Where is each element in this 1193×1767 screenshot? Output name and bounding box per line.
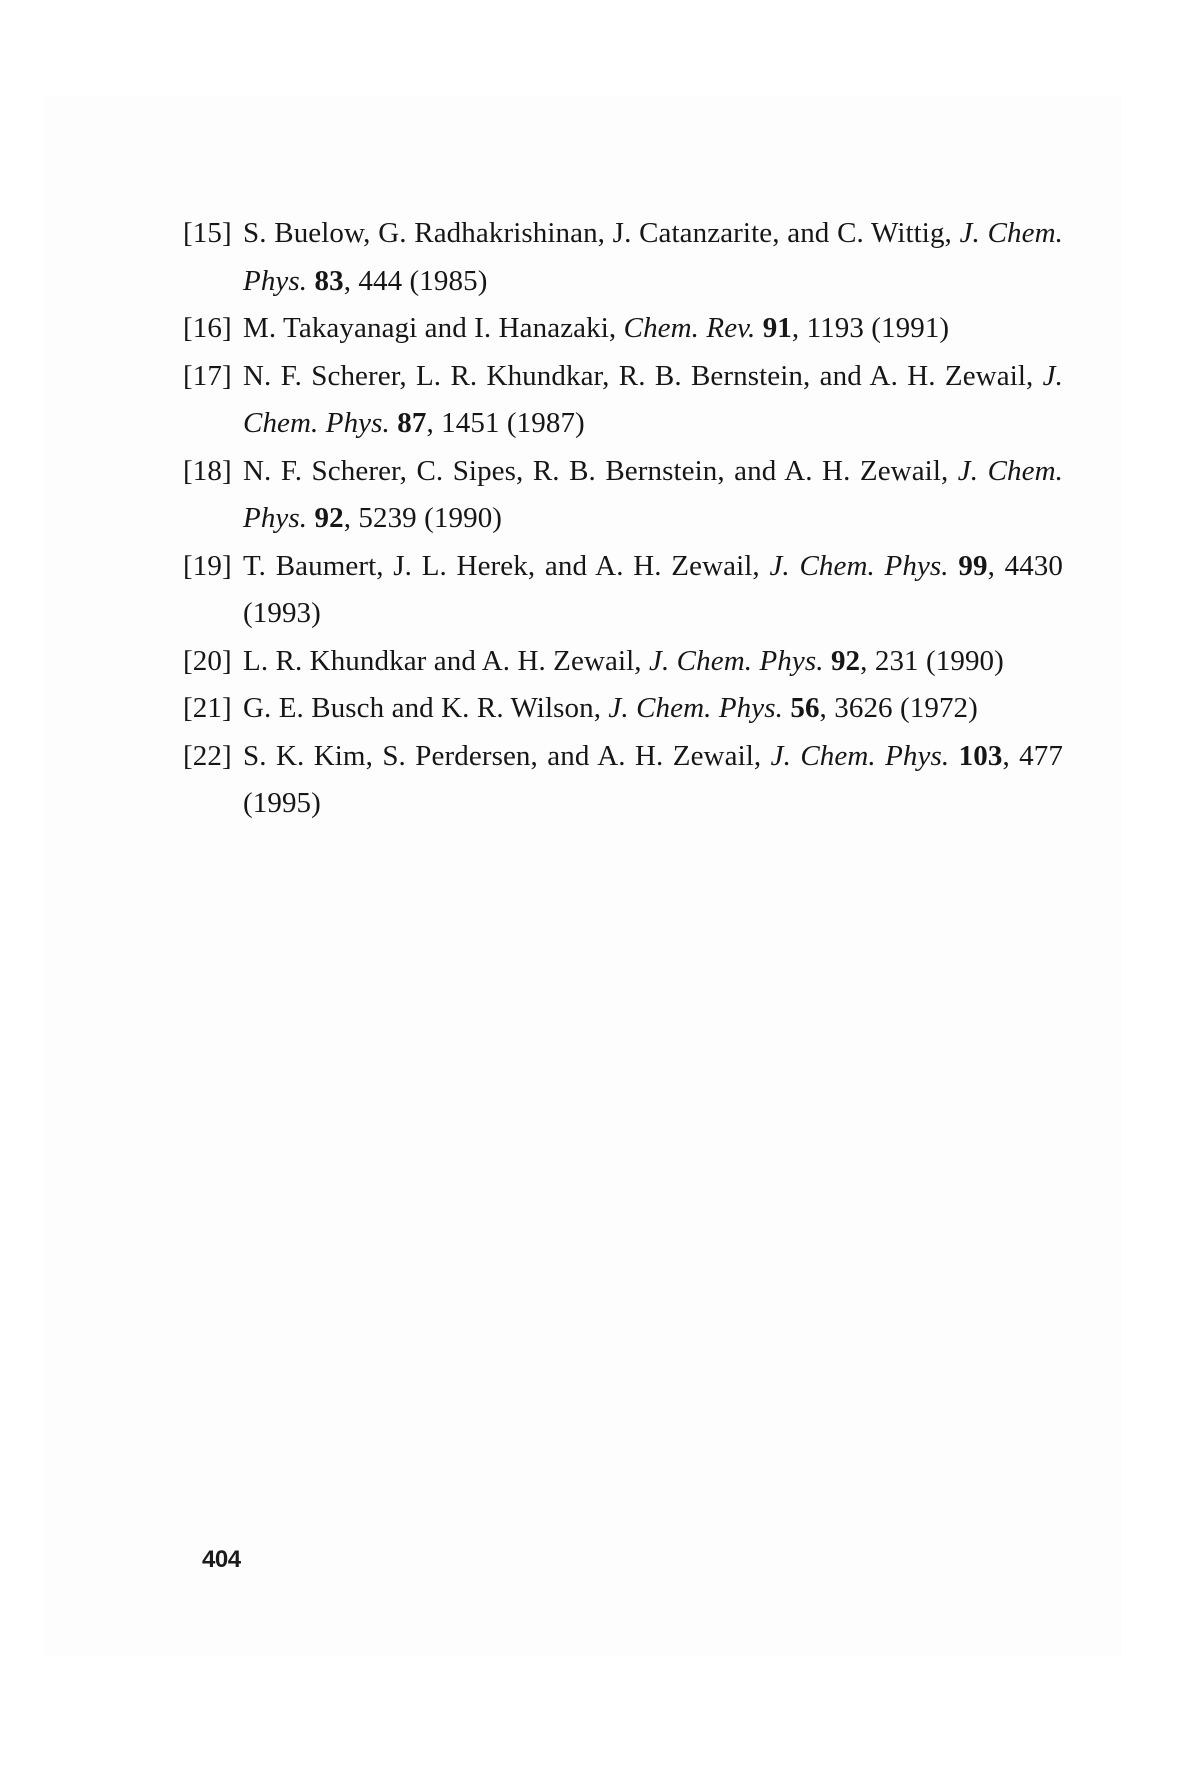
reference-text <box>243 305 1063 353</box>
reference-number: [17] <box>183 359 232 392</box>
reference-number: [15] <box>183 217 232 249</box>
reference-authors: T. Baumert, J. L. Herek, and A. H. Zewail, <box>243 549 760 582</box>
reference-item <box>183 733 1063 828</box>
reference-number: [21] <box>183 692 232 724</box>
reference-authors: N. F. Scherer, C. Sipes, R. B. Bernstein, and A. H. Zewail, <box>243 454 949 487</box>
reference-authors: N. F. Scherer, L. R. Khundkar, R. B. Bernstein, and A. H. Zewail, <box>243 359 1034 392</box>
reference-journal: Chem. Rev. <box>623 312 756 344</box>
reference-pages-year: , 477 (1995) <box>243 739 1063 819</box>
reference-authors: G. E. Busch and K. R. Wilson, <box>243 692 602 724</box>
reference-volume: 56 <box>790 692 820 724</box>
reference-pages-year: , 3626 (1972) <box>819 692 978 724</box>
reference-journal: J. Chem. Phys. <box>770 739 950 772</box>
reference-text <box>243 448 1063 543</box>
reference-journal: J. Chem. Phys. <box>243 217 1063 297</box>
reference-pages-year: , 231 (1990) <box>860 644 1004 677</box>
reference-authors: L. R. Khundkar and A. H. Zewail, <box>243 644 642 677</box>
reference-list <box>183 210 1063 828</box>
reference-pages-year: , 444 (1985) <box>343 264 488 297</box>
reference-volume: 87 <box>397 407 427 439</box>
reference-text <box>243 685 1063 733</box>
page-number: 404 <box>202 1546 241 1573</box>
reference-number: [20] <box>183 644 232 677</box>
reference-item <box>183 685 1063 733</box>
reference-item <box>183 448 1063 543</box>
reference-item <box>183 543 1063 638</box>
reference-pages-year: , 4430 (1993) <box>243 549 1063 629</box>
reference-number: [16] <box>183 312 232 344</box>
reference-pages-year: , 1451 (1987) <box>426 407 585 439</box>
reference-journal: J. Chem. Phys. <box>243 454 1063 534</box>
reference-text <box>243 543 1063 638</box>
reference-number: [18] <box>183 454 232 487</box>
reference-volume: 103 <box>958 739 1003 772</box>
reference-volume: 92 <box>314 502 344 534</box>
reference-authors: M. Takayanagi and I. Hanazaki, <box>243 312 617 344</box>
reference-number: [22] <box>183 739 232 772</box>
reference-text <box>243 638 1063 686</box>
reference-journal: J. Chem. Phys. <box>608 692 783 724</box>
reference-item <box>183 638 1063 686</box>
reference-text <box>243 353 1063 448</box>
reference-number: [19] <box>183 549 232 582</box>
reference-pages-year: , 1193 (1991) <box>791 312 950 344</box>
reference-authors: S. Buelow, G. Radhakrishinan, J. Catanzarite, and C. Wittig, <box>243 217 952 249</box>
reference-pages-year: , 5239 (1990) <box>343 502 503 534</box>
reference-item <box>183 353 1063 448</box>
reference-journal: J. Chem. Phys. <box>769 549 949 582</box>
reference-volume: 83 <box>314 264 344 297</box>
reference-text <box>243 733 1063 828</box>
reference-journal: J. Chem. Phys. <box>243 359 1063 439</box>
reference-item <box>183 210 1063 305</box>
reference-authors: S. K. Kim, S. Perdersen, and A. H. Zewail, <box>243 739 762 772</box>
reference-journal: J. Chem. Phys. <box>649 644 824 677</box>
reference-volume: 92 <box>830 644 861 677</box>
reference-item <box>183 305 1063 353</box>
reference-text <box>243 210 1063 305</box>
reference-volume: 91 <box>762 312 792 344</box>
reference-volume: 99 <box>958 549 988 582</box>
